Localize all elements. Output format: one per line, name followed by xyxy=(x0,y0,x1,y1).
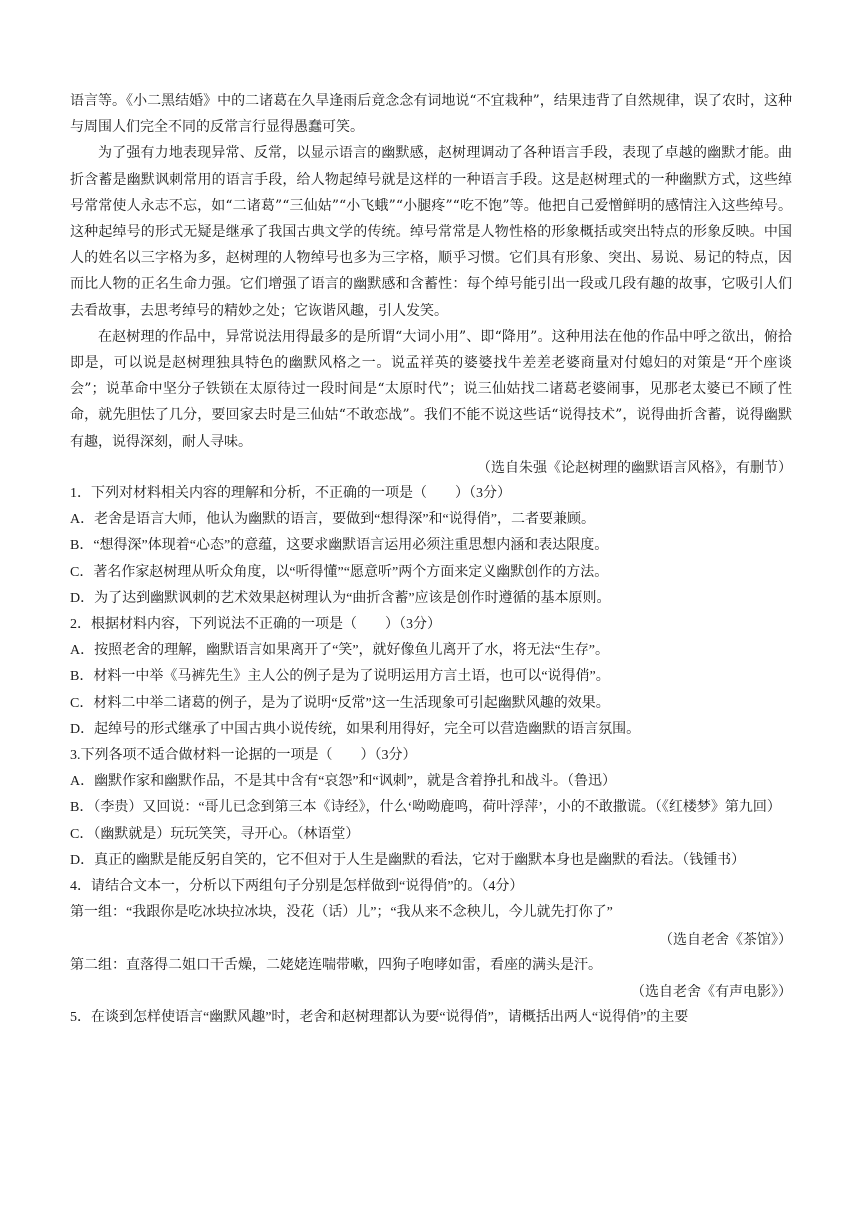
question-3: 3.下列各项不适合做材料一论据的一项是（ ）（3分） xyxy=(70,748,417,764)
question-1-option-b: B．“想得深”体现着“心态”的意蕴，这要求幽默语言运用必须注重思想内涵和表达限度。 xyxy=(70,538,609,554)
question-3-option-a: A．幽默作家和幽默作品，不是其中含有“哀怨”和“讽刺”，就是含着挣扎和战斗。（鲁迅） xyxy=(70,774,616,790)
question-4-group-2: 第二组：直落得二姐口干舌燥，二姥姥连喘带嗽，四狗子咆哮如雷，看座的满头是汗。 xyxy=(70,957,602,973)
question-2-option-b: B．材料一中举《马裤先生》主人公的例子是为了说明运用方言土语，也可以“说得俏”。 xyxy=(70,669,610,685)
paragraph-nicknames: 为了强有力地表现异常、反常，以显示语言的幽默感，赵树理调动了各种语言手段，表现了卓越的幽默才能。曲折含蓄是幽默讽刺常用的语言手段，给人物起绰号就是这样的一种语言手段。这是赵树理式的一种幽默方式，这些绰号常常使人永志不忘，如“二诸葛”“三仙姑”“小飞蛾”“小腿疼”“吃不饱”等。他把自己爱憎鲜明的感情注入这些绰号。这种起绰号的形式无疑是继承了我国古典文学的传统。绰号常常是人物性格的形象概括或突出特点的形象反映。中国人的姓名以三字格为多，赵树理的人物绰号也多为三字格，顺乎习惯。它们具有形象、突出、易说、易记的特点，因而比人物的正名生命力强。它们增强了语言的幽默感和含蓄性：每个绰号能引出一段或几段有趣的故事，它吸引人们去看故事，去思考绰号的精妙之处；它诙谐风趣，引人发笑。 xyxy=(70,145,792,319)
question-1-option-a: A．老舍是语言大师，他认为幽默的语言，要做到“想得深”和“说得俏”，二者要兼顾。 xyxy=(70,512,595,528)
question-2: 2．根据材料内容，下列说法不正确的一项是（ ）（3分） xyxy=(70,617,441,633)
source-citation: （选自朱强《论赵树理的幽默语言风格》，有删节） xyxy=(477,459,792,476)
question-5: 5．在谈到怎样使语言“幽默风趣”时，老舍和赵树理都认为要“说得俏”，请概括出两人“说得俏”的主要 xyxy=(70,1010,689,1026)
paragraph-intro: 语言等。《小二黑结婚》中的二诸葛在久旱逢雨后竟念念有词地说“不宜栽种”，结果违背了自然规律，误了农时，这种与周围人们完全不同的反常言行显得愚蠢可笑。 xyxy=(70,93,792,136)
question-4-group-1: 第一组：“我跟你是吃冰块拉冰块，没花（话）儿”；“我从来不念秧儿，今儿就先打你了” xyxy=(70,905,613,921)
question-4-source-1: （选自老舍《茶馆》） xyxy=(659,931,792,948)
question-4-source-2: （选自老舍《有声电影》） xyxy=(631,983,792,1000)
question-1: 1．下列对材料相关内容的理解和分析，不正确的一项是（ ）（3分） xyxy=(70,486,511,502)
document-page xyxy=(70,88,792,1031)
question-2-option-a: A．按照老舍的理解，幽默语言如果离开了“笑”，就好像鱼儿离开了水，将无法“生存”。 xyxy=(70,643,609,659)
question-2-option-d: D．起绰号的形式继承了中国古典小说传统，如果利用得好，完全可以营造幽默的语言氛围。 xyxy=(70,721,641,737)
question-2-option-c: C．材料二中举二诸葛的例子，是为了说明“反常”这一生活现象可引起幽默风趣的效果。 xyxy=(70,695,610,711)
question-3-option-b: B．（李贵）又回说：“哥儿已念到第三本《诗经》，什么‘呦呦鹿鸣，荷叶浮萍’，小的不敢撒谎。（《红楼梦》第九回） xyxy=(70,800,781,816)
question-4: 4．请结合文本一，分析以下两组句子分别是怎样做到“说得俏”的。（4分） xyxy=(70,879,524,895)
paragraph-downgrade-usage: 在赵树理的作品中，异常说法用得最多的是所谓“大词小用”、即“降用”。这种用法在他的作品中呼之欲出，俯拾即是，可以说是赵树理独具特色的幽默风格之一。说孟祥英的婆婆找牛差差老婆商量对付媳妇的对策是“开个座谈会”；说革命中坚分子铁锁在太原待过一段时间是“太原时代”；说三仙姑找二诸葛老婆闹事，见那老太婆已不顾了性命，就先胆怯了几分，要回家去时是三仙姑“不敢恋战”。我们不能不说这些话“说得技术”，说得曲折含蓄，说得幽默有趣，说得深刻，耐人寻味。 xyxy=(70,328,792,450)
question-1-option-c: C．著名作家赵树理从听众角度，以“听得懂”“愿意听”两个方面来定义幽默创作的方法。 xyxy=(70,564,609,580)
question-3-option-d: D．真正的幽默是能反躬自笑的，它不但对于人生是幽默的看法，它对于幽默本身也是幽默的看法。（钱锺书） xyxy=(70,852,746,868)
question-1-option-d: D．为了达到幽默讽刺的艺术效果赵树理认为“曲折含蓄”应该是创作时遵循的基本原则。 xyxy=(70,590,611,606)
question-3-option-c: C．（幽默就是）玩玩笑笑，寻开心。（林语堂） xyxy=(70,826,360,842)
